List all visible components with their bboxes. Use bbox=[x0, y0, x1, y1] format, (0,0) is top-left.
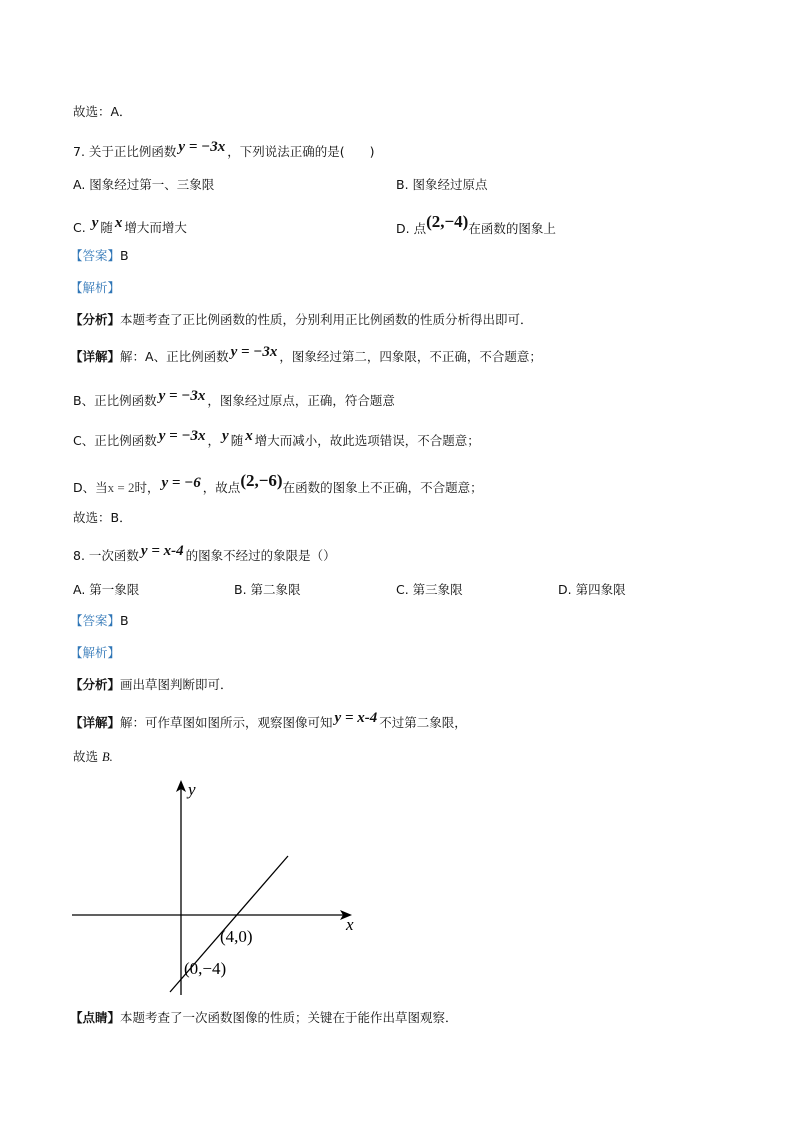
math-cond: x = 2 bbox=[107, 480, 135, 495]
fenxi-tag: 【分析】 bbox=[70, 312, 121, 327]
math-point: (2,−6) bbox=[240, 471, 283, 490]
math-y: y bbox=[91, 215, 99, 231]
q8-stem bbox=[73, 543, 336, 565]
q7-option-a: A. 图象经过第一、三象限 bbox=[73, 177, 215, 192]
q8-option-a: A. 第一象限 bbox=[73, 582, 140, 597]
q7-conclusion: 故选：B． bbox=[73, 510, 132, 525]
sketch-graph bbox=[0, 770, 794, 1010]
q7-option-d bbox=[396, 212, 556, 238]
q8-dianjing bbox=[70, 1009, 458, 1027]
q8-answer bbox=[70, 612, 129, 630]
answer-value: B bbox=[120, 248, 129, 263]
dianjing-tag: 【点睛】 bbox=[70, 1010, 121, 1025]
text: 8. 一次函数 bbox=[73, 548, 139, 563]
math-x: x bbox=[245, 428, 253, 444]
prev-conclusion: 故选：A． bbox=[73, 104, 132, 119]
math-b: B. bbox=[101, 750, 113, 764]
fenxi-tag: 【分析】 bbox=[70, 677, 121, 692]
dianjing-text: 本题考查了一次函数图像的性质；关键在于能作出草图观察． bbox=[120, 1010, 458, 1025]
text: 不过第二象限， bbox=[379, 715, 467, 730]
opt-text: 随 bbox=[100, 220, 113, 235]
opt-text: 增大而增大 bbox=[124, 220, 187, 235]
q7-answer bbox=[70, 247, 129, 265]
q8-fenxi bbox=[70, 676, 233, 694]
q7-option-c bbox=[73, 215, 187, 237]
text: 增大而减小，故此选项错误，不合题意； bbox=[254, 433, 480, 448]
q7-fenxi bbox=[70, 311, 533, 329]
text: ，图象经过原点，正确，符合题意 bbox=[207, 393, 395, 408]
point-label-y-intercept: (0,−4) bbox=[184, 959, 227, 978]
fenxi-text: 本题考查了正比例函数的性质，分别利用正比例函数的性质分析得出即可． bbox=[120, 312, 533, 327]
text: B、正比例函数 bbox=[73, 393, 157, 408]
math-formula: y = −3x bbox=[158, 388, 206, 404]
q8-formula: y = x-4 bbox=[140, 543, 184, 559]
q7-detail-c bbox=[73, 428, 480, 450]
text: 在函数的图象上不正确，不合题意； bbox=[282, 480, 483, 495]
math-formula: y = −3x bbox=[230, 344, 278, 360]
text: ， bbox=[207, 433, 221, 448]
q8-detail bbox=[70, 710, 467, 732]
q7-stem-text: 7. 关于正比例函数 bbox=[73, 144, 177, 159]
text: 随 bbox=[230, 433, 244, 448]
opt-prefix: D. 点 bbox=[396, 221, 427, 236]
q7-analysis-tag: 【解析】 bbox=[70, 280, 121, 295]
text: 时， bbox=[134, 480, 160, 495]
opt-prefix: C. bbox=[73, 220, 90, 235]
math-point: (2,−4) bbox=[426, 212, 469, 231]
math-formula: y = −3x bbox=[158, 428, 206, 444]
q7-detail-a bbox=[70, 344, 542, 366]
math-formula: y = x-4 bbox=[334, 710, 378, 726]
q8-option-d: D. 第四象限 bbox=[558, 582, 626, 597]
q8-option-c: C. 第三象限 bbox=[396, 582, 463, 597]
text: ，故点 bbox=[202, 480, 241, 495]
math-x: x bbox=[114, 215, 123, 231]
opt-text: 在函数的图象上 bbox=[468, 221, 556, 236]
x-axis-label: x bbox=[346, 915, 354, 934]
q8-analysis-tag: 【解析】 bbox=[70, 645, 121, 660]
detail-tag: 【详解】 bbox=[70, 715, 121, 730]
q7-option-b: B. 图象经过原点 bbox=[396, 177, 488, 192]
q7-detail-d bbox=[73, 471, 483, 497]
text: 解：A、正比例函数 bbox=[120, 349, 229, 364]
answer-tag: 【答案】 bbox=[70, 613, 121, 628]
q7-formula: y = −3x bbox=[178, 139, 226, 155]
math-y-value: y = −6 bbox=[161, 475, 201, 491]
text: C、正比例函数 bbox=[73, 433, 157, 448]
q8-conclusion bbox=[73, 748, 113, 766]
answer-value: B bbox=[120, 613, 129, 628]
detail-tag: 【详解】 bbox=[70, 349, 121, 364]
fenxi-text: 画出草图判断即可． bbox=[120, 677, 233, 692]
text: 故选 bbox=[73, 749, 102, 764]
q7-stem bbox=[73, 139, 375, 161]
text: D、当 bbox=[73, 480, 108, 495]
text: ，图象经过第二，四象限，不正确，不合题意； bbox=[279, 349, 542, 364]
text: 解：可作草图如图所示，观察图像可知 bbox=[120, 715, 333, 730]
q7-detail-b bbox=[73, 388, 395, 410]
point-label-x-intercept: (4,0) bbox=[220, 927, 253, 946]
q8-option-b: B. 第二象限 bbox=[234, 582, 301, 597]
text: 的图象不经过的象限是（） bbox=[185, 548, 336, 563]
answer-tag: 【答案】 bbox=[70, 248, 121, 263]
y-axis-label: y bbox=[188, 780, 196, 799]
q7-stem-text-end: ，下列说法正确的是( ) bbox=[227, 144, 375, 159]
math-y: y bbox=[222, 428, 229, 444]
